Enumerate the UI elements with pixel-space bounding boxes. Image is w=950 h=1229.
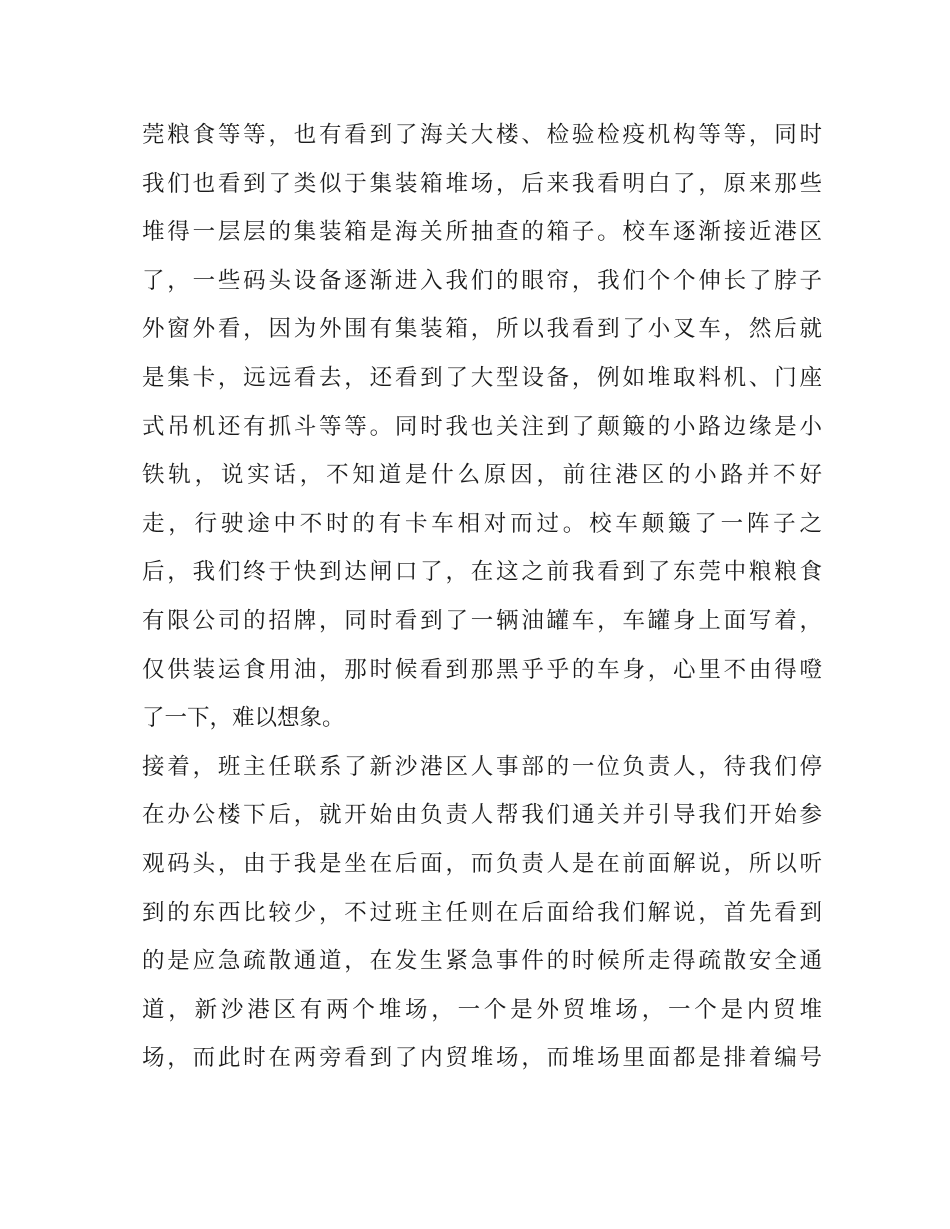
text-line: 接着，班主任联系了新沙港区人事部的一位负责人，待我们停: [142, 753, 822, 780]
text-line: 走，行驶途中不时的有卡车相对而过。校车颠簸了一阵子之: [142, 510, 822, 537]
text-line: 的是应急疏散通道，在发生紧急事件的时候所走得疏散安全通: [142, 948, 822, 975]
text-line: 到的东西比较少，不过班主任则在后面给我们解说，首先看到: [142, 899, 822, 926]
text-line: 了，一些码头设备逐渐进入我们的眼帘，我们个个伸长了脖子: [142, 267, 822, 294]
text-line: 式吊机还有抓斗等等。同时我也关注到了颠簸的小路边缘是小: [142, 413, 822, 440]
text-line: 后，我们终于快到达闸口了，在这之前我看到了东莞中粮粮食: [142, 559, 822, 586]
paragraph-2: [142, 743, 822, 1083]
text-line: 了一下，难以想象。: [142, 705, 345, 732]
text-line: 莞粮食等等，也有看到了海关大楼、检验检疫机构等等，同时: [142, 122, 822, 148]
text-line: 观码头，由于我是坐在后面，而负责人是在前面解说，所以听: [142, 850, 822, 877]
text-line: 铁轨，说实话，不知道是什么原因，前往港区的小路并不好: [142, 462, 822, 489]
text-line: 道，新沙港区有两个堆场，一个是外贸堆场，一个是内贸堆: [142, 996, 822, 1023]
text-line: 堆得一层层的集装箱是海关所抽查的箱子。校车逐渐接近港区: [142, 219, 822, 246]
text-line: 场，而此时在两旁看到了内贸堆场，而堆场里面都是排着编号: [142, 1045, 822, 1072]
text-line: 外窗外看，因为外围有集装箱，所以我看到了小叉车，然后就: [142, 316, 822, 343]
text-line: 是集卡，远远看去，还看到了大型设备，例如堆取料机、门座: [142, 364, 822, 391]
document-body: [142, 111, 822, 1083]
paragraph-1: [142, 111, 822, 743]
text-line: 我们也看到了类似于集装箱堆场，后来我看明白了，原来那些: [142, 170, 822, 197]
text-line: 有限公司的招牌，同时看到了一辆油罐车，车罐身上面写着，: [142, 607, 822, 634]
text-line: 仅供装运食用油，那时候看到那黑乎乎的车身，心里不由得噔: [142, 656, 822, 683]
text-line: 在办公楼下后，就开始由负责人帮我们通关并引导我们开始参: [142, 802, 822, 829]
